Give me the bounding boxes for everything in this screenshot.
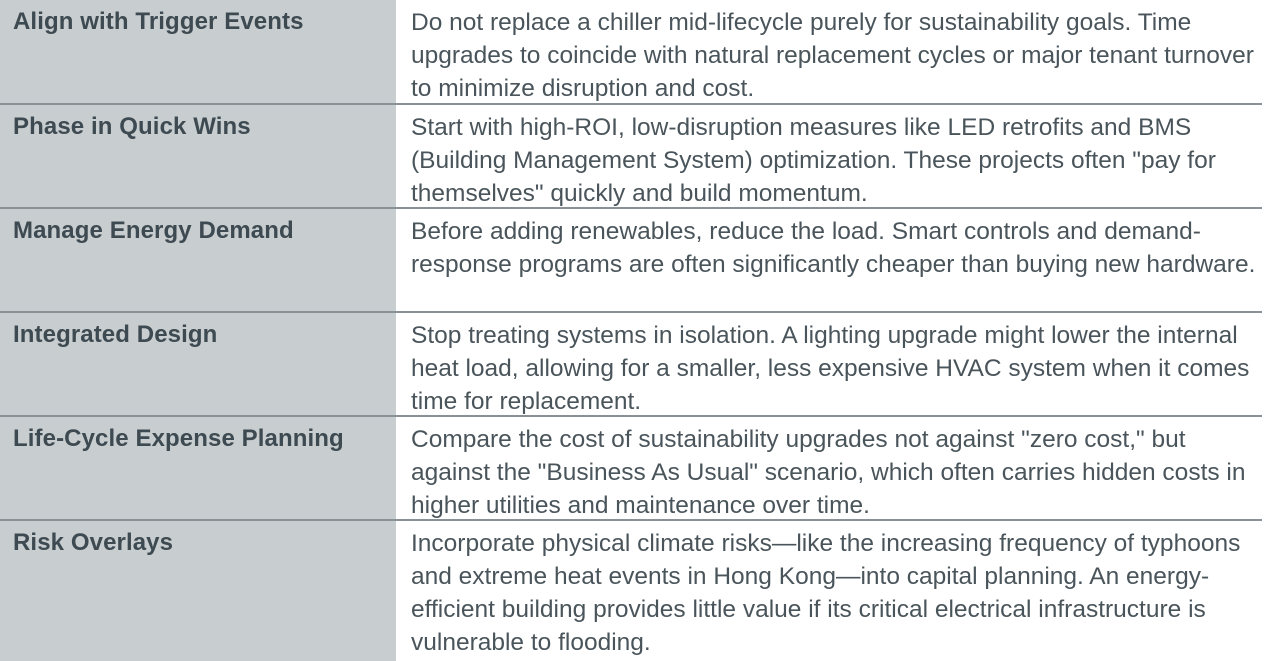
row-description: Compare the cost of sustainability upgrades not against "zero cost," but against the "Business As Usual" scenario, which often carries hidden costs in higher utilities and maintenance over time. [411,426,1246,519]
table-row [0,0,1266,103]
row-label: Risk Overlays [0,521,396,661]
row-description: Incorporate physical climate risks—like the increasing frequency of typhoons and extreme heat events in Hong Kong—into capital planning. An energy-efficient building provides little value if its critical electrical infrastructure is vulnerable to flooding. [411,530,1241,656]
row-description: Stop treating systems in isolation. A lighting upgrade might lower the internal heat load, allowing for a smaller, less expensive HVAC system when it comes time for replacement. [411,322,1250,415]
row-description: Do not replace a chiller mid-lifecycle purely for sustainability goals. Time upgrades to coincide with natural replacement cycles or major tenant turnover to minimize disruption and cost. [411,9,1254,102]
table-row [0,521,1266,661]
row-label: Phase in Quick Wins [0,105,396,207]
table-row [0,313,1266,415]
row-label: Life-Cycle Expense Planning [0,417,396,519]
table-row [0,209,1266,311]
table-row [0,105,1266,207]
row-label: Integrated Design [0,313,396,415]
table-row [0,417,1266,519]
row-description: Before adding renewables, reduce the load. Smart controls and demand-response programs are often significantly cheaper than buying new hardware. [411,218,1256,278]
row-description: Start with high-ROI, low-disruption measures like LED retrofits and BMS (Building Management System) optimization. These projects often "pay for themselves" quickly and build momentum. [411,114,1216,207]
row-label: Manage Energy Demand [0,209,396,311]
row-label: Align with Trigger Events [0,0,396,103]
